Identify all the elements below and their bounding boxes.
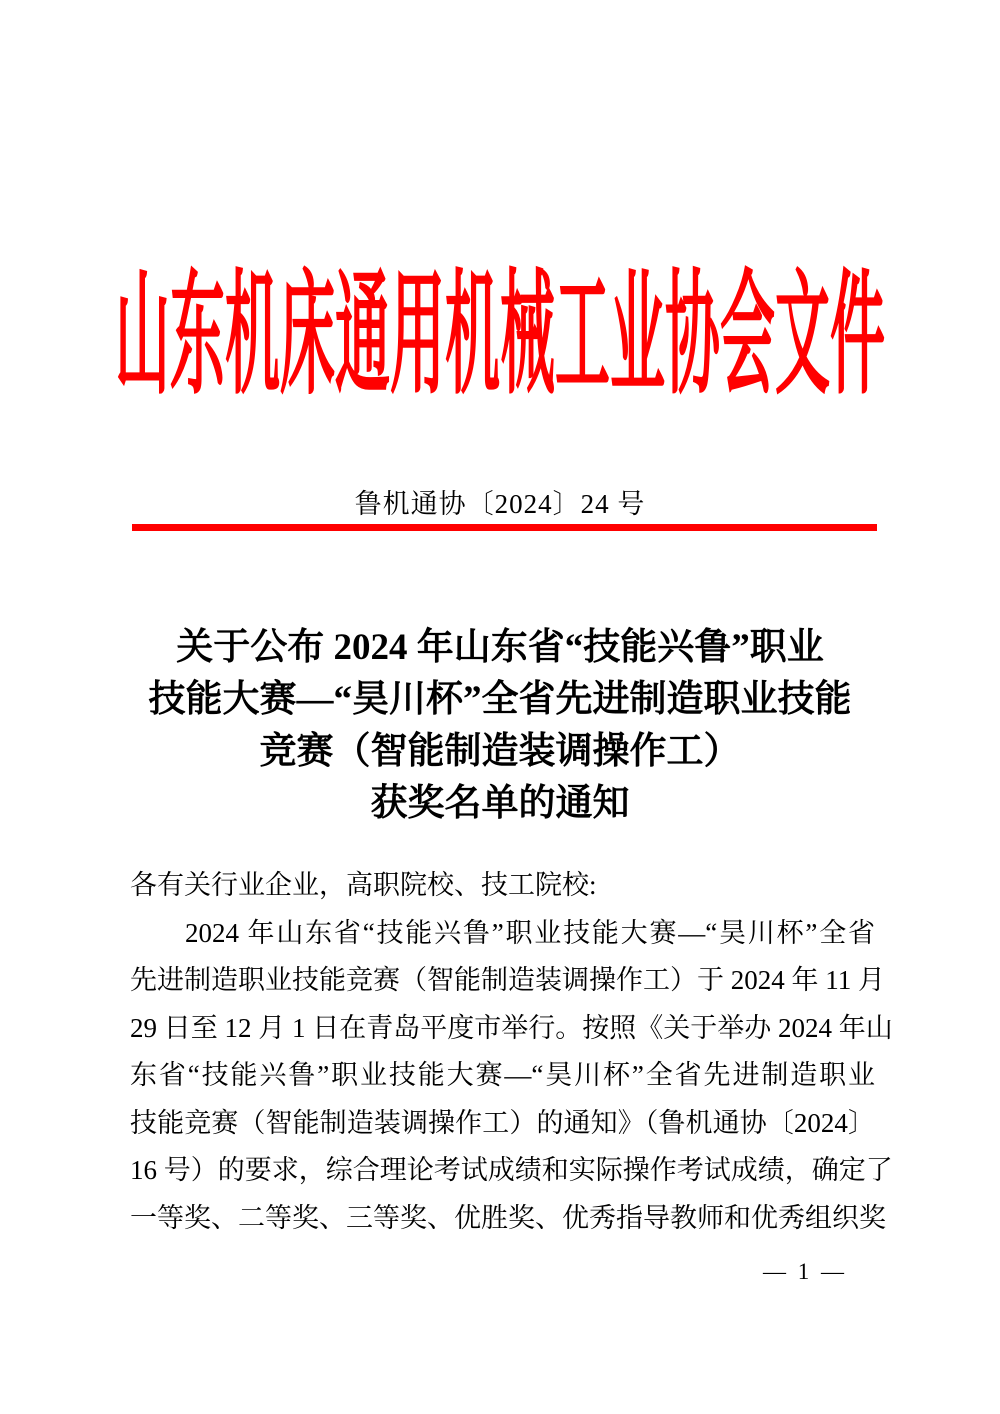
salutation-line: 各有关行业企业，高职院校、技工院校: bbox=[130, 870, 597, 900]
notice-title-line: 获奖名单的通知 bbox=[370, 783, 630, 824]
notice-title bbox=[0, 622, 1000, 830]
body-text-line: 技能竞赛（智能制造装调操作工）的通知》（鲁机通协〔2024〕 bbox=[130, 1107, 875, 1138]
notice-title-line: 技能大赛—“昊川杯”全省先进制造职业技能 bbox=[148, 679, 852, 720]
body-text-line: 先进制造职业技能竞赛（智能制造装调操作工）于 2024 年 11 月 bbox=[130, 965, 885, 995]
notice-body bbox=[130, 862, 893, 1242]
document-number: 鲁机通协〔2024〕24 号 bbox=[354, 489, 646, 519]
red-divider-line bbox=[132, 524, 877, 531]
body-text-line: 东省“技能兴鲁”职业技能大赛—“昊川杯”全省先进制造职业 bbox=[130, 1060, 875, 1090]
agency-banner bbox=[0, 252, 1000, 410]
page-number: — 1 — bbox=[763, 1259, 847, 1284]
notice-title-line: 竞赛（智能制造装调操作工） bbox=[259, 731, 741, 772]
agency-banner-text: 山东机床通用机械工业协会文件 bbox=[114, 260, 885, 410]
body-text-line: 29 日至 12 月 1 日在青岛平度市举行。按照《关于举办 2024 年山 bbox=[130, 1012, 893, 1043]
body-text-line: 2024 年山东省“技能兴鲁”职业技能大赛—“昊川杯”全省 bbox=[185, 917, 875, 948]
notice-title-line: 关于公布 2024 年山东省“技能兴鲁”职业 bbox=[176, 627, 824, 668]
body-text-line: 16 号）的要求，综合理论考试成绩和实际操作考试成绩，确定了 bbox=[130, 1155, 893, 1185]
body-text-line: 一等奖、二等奖、三等奖、优胜奖、优秀指导教师和优秀组织奖 bbox=[130, 1202, 886, 1233]
